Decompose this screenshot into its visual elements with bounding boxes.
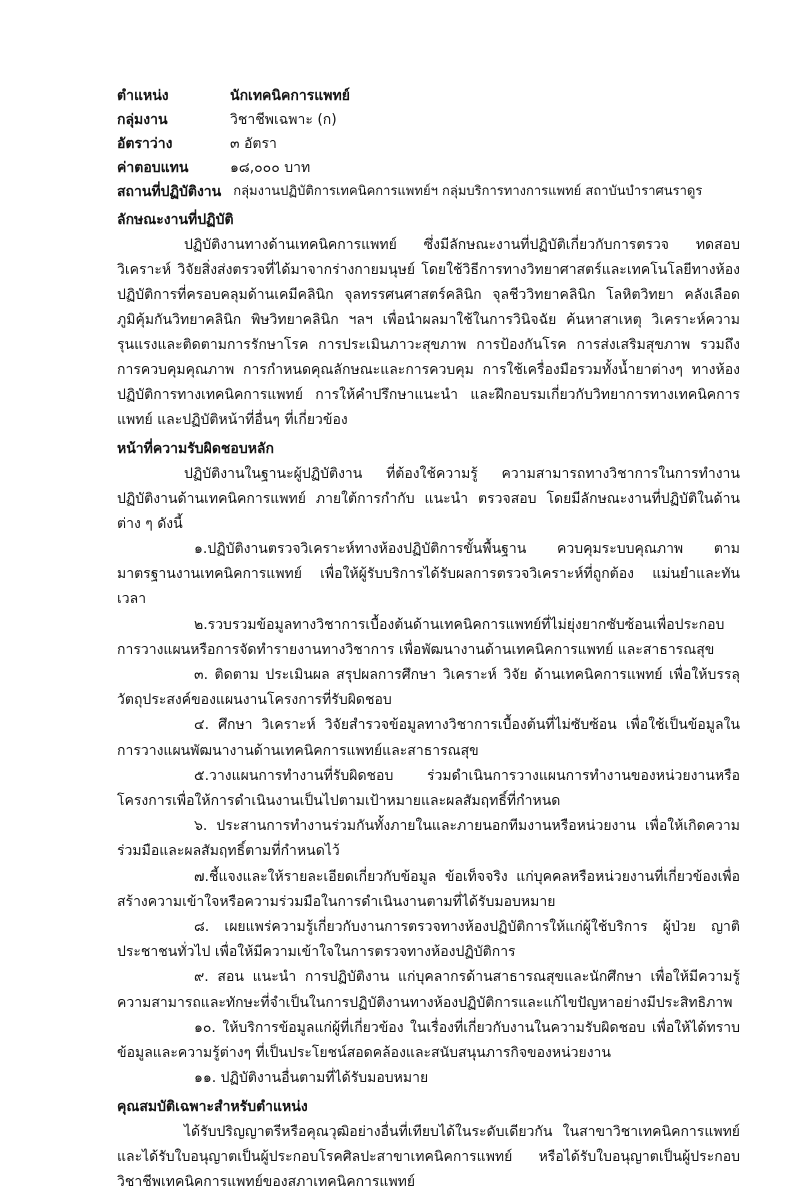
info-row-position [117, 84, 740, 108]
info-row-group [117, 108, 740, 132]
section-heading-qualifications: คุณสมบัติเฉพาะสำหรับตำแหน่ง [117, 1099, 308, 1116]
nature-paragraph: ปฏิบัติงานทางด้านเทคนิคการแพทย์ ซึ่งมีลักษณะงานที่ปฏิบัติเกี่ยวกับการตรวจ ทดสอบ วิเคราะห์ วิจัยสิ่งส่งตรวจที่ได้มาจากร่างกายมนุษย์ โดยใช้วิธีการทางวิทยาศาสตร์และเทคโนโลยีทางห้องปฏิบัติการที่ครอบคลุมด้านเคมีคลินิก จุลทรรศนศาสตร์คลินิก จุลชีววิทยาคลินิก โลหิตวิทยา คลังเลือด ภูมิคุ้มกันวิทยาคลินิก พิษวิทยาคลินิก ฯลฯ เพื่อนำผลมาใช้ในการวินิจฉัย ค้นหาสาเหตุ วิเคราะห์ความรุนแรงและติดตามการรักษาโรค การประเมินภาวะสุขภาพ การป้องกันโรค การส่งเสริมสุขภาพ รวมถึงการควบคุมคุณภาพ การกำหนดคุณลักษณะและการควบคุม การใช้เครื่องมือรวมทั้งน้ำยาต่างๆ ทางห้องปฏิบัติการทางเทคนิคการแพทย์ การให้คำปรึกษาแนะนำ และฝึกอบรมเกี่ยวกับวิทยาการทางเทคนิคการแพทย์ และปฏิบัติหน้าที่อื่นๆ ที่เกี่ยวข้อง [117, 237, 740, 428]
list-item: ๓. ติดตาม ประเมินผล สรุปผลการศึกษา วิเคราะห์ วิจัย ด้านเทคนิคการแพทย์ เพื่อให้บรรลุวัตถุประสงค์ของแผนงานโครงการที่รับผิดชอบ [117, 667, 740, 709]
list-item: ๔. ศึกษา วิเคราะห์ วิจัยสำรวจข้อมูลทางวิชาการเบื้องต้นที่ไม่ซับซ้อน เพื่อใช้เป็นข้อมูลในการวางแผนพัฒนางานด้านเทคนิคการแพทย์และสาธารณสุข [117, 717, 740, 759]
position-info [117, 84, 740, 204]
list-item: ๑๐. ให้บริการข้อมูลแก่ผู้ที่เกี่ยวข้อง ในเรื่องที่เกี่ยวกับงานในความรับผิดชอบ เพื่อให้ได้ทราบข้อมูลและความรู้ต่างๆ ที่เป็นประโยชน์สอดคล้องและสนับสนุนภารกิจของหน่วยงาน [117, 1019, 740, 1062]
info-value: กลุ่มงานปฏิบัติการเทคนิคการแพทย์ฯ กลุ่มบริการทางการแพทย์ สถาบันบำราศนราดูร [233, 184, 703, 199]
info-label: ค่าตอบแทน [117, 160, 189, 176]
position-title: นักเทคนิคการแพทย์ [230, 88, 350, 104]
duties-list [117, 537, 740, 1091]
info-value: ๑๘,๐๐๐ บาท [230, 160, 311, 176]
qualifications-paragraph: ได้รับปริญญาตรีหรือคุณวุฒิอย่างอื่นที่เทียบได้ในระดับเดียวกัน ในสาขาวิชาเทคนิคการแพทย์ และได้รับใบอนุญาตเป็นผู้ประกอบโรคศิลปะสาขาเทคนิคการแพทย์ หรือได้รับใบอนุญาตเป็นผู้ประกอบวิชาชีพเทคนิคการแพทย์ของสภาเทคนิคการแพทย์ [117, 1124, 740, 1191]
info-label: ตำแหน่ง [117, 88, 169, 104]
list-item: ๕.วางแผนการทำงานที่รับผิดชอบ ร่วมดำเนินการวางแผนการทำงานของหน่วยงานหรือโครงการเพื่อให้การดำเนินงานเป็นไปตามเป้าหมายและผลสัมฤทธิ์ที่กำหนด [117, 767, 740, 810]
info-label: สถานที่ปฏิบัติงาน [117, 184, 222, 200]
info-label: อัตราว่าง [117, 136, 173, 152]
list-item: ๙. สอน แนะนำ การปฏิบัติงาน แก่บุคลากรด้านสาธารณสุขและนักศึกษา เพื่อให้มีความรู้ความสามารถและทักษะที่จำเป็นในการปฏิบัติงานทางห้องปฏิบัติการและแก้ไขปัญหาอย่างมีประสิทธิภาพ [117, 969, 740, 1011]
info-row-vacancies [117, 132, 740, 156]
list-item: ๑๑. ปฏิบัติงานอื่นตามที่ได้รับมอบหมาย [194, 1070, 429, 1087]
info-value: วิชาชีพเฉพาะ (ก) [230, 112, 337, 128]
info-value: ๓ อัตรา [230, 136, 277, 152]
list-item: ๘. เผยแพร่ความรู้เกี่ยวกับงานการตรวจทางห้องปฏิบัติการให้แก่ผู้ใช้บริการ ผู้ป่วย ญาติ ประชาชนทั่วไป เพื่อให้มีความเข้าใจในการตรวจทางห้องปฏิบัติการ [117, 919, 740, 961]
list-item: ๖. ประสานการทำงานร่วมกันทั้งภายในและภายนอกทีมงานหรือหน่วยงาน เพื่อให้เกิดความร่วมมือและผลสัมฤทธิ์ตามที่กำหนดไว้ [117, 818, 740, 860]
duties-intro: ปฏิบัติงานในฐานะผู้ปฏิบัติงาน ที่ต้องใช้ความรู้ ความสามารถทางวิชาการในการทำงาน ปฏิบัติงานด้านเทคนิคการแพทย์ ภายใต้การกำกับ แนะนำ ตรวจสอบ โดยมีลักษณะงานที่ปฏิบัติในด้านต่าง ๆ ดังนี้ [117, 466, 740, 532]
section-heading-duties: หน้าที่ความรับผิดชอบหลัก [117, 441, 274, 457]
list-item: ๑.ปฏิบัติงานตรวจวิเคราะห์ทางห้องปฏิบัติการขั้นพื้นฐาน ควบคุมระบบคุณภาพ ตามมาตรฐานงานเทคนิคการแพทย์ เพื่อให้ผู้รับบริการได้รับผลการตรวจวิเคราะห์ที่ถูกต้อง แม่นยำและทันเวลา [117, 541, 740, 608]
info-label: กลุ่มงาน [117, 112, 168, 128]
section-heading-nature: ลักษณะงานที่ปฏิบัติ [117, 212, 234, 228]
list-item: ๗.ชี้แจงและให้รายละเอียดเกี่ยวกับข้อมูล ข้อเท็จจริง แก่บุคคลหรือหน่วยงานที่เกี่ยวข้องเพื่อสร้างความเข้าใจหรือความร่วมมือในการดำเนินงานตามที่ได้รับมอบหมาย [117, 868, 740, 910]
info-row-salary [117, 156, 740, 180]
info-row-workplace [117, 180, 740, 204]
list-item: ๒.รวบรวมข้อมูลทางวิชาการเบื้องต้นด้านเทคนิคการแพทย์ที่ไม่ยุ่งยากซับซ้อนเพื่อประกอบการวางแผนหรือการจัดทำรายงานทางวิชาการ เพื่อพัฒนางานด้านเทคนิคการแพทย์ และสาธารณสุข [117, 616, 725, 658]
